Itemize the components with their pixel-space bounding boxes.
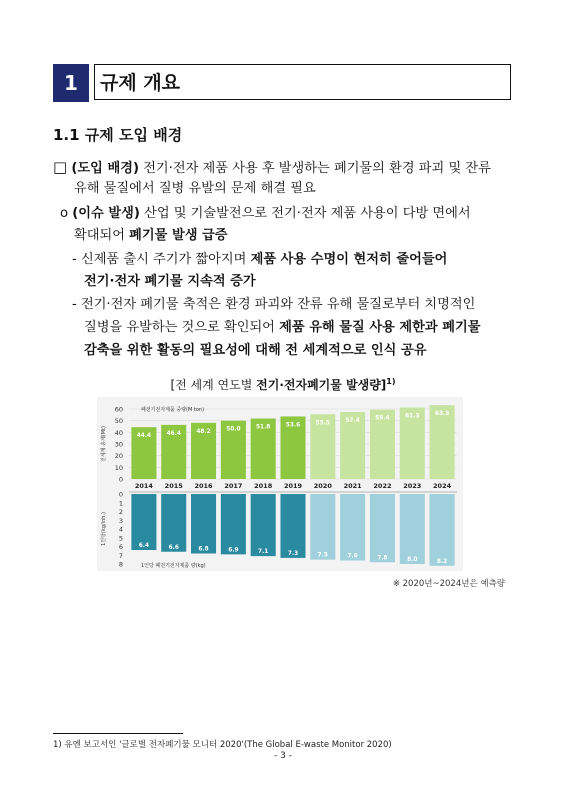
- background-label: (도입 배경): [71, 161, 139, 176]
- top-y-tick-label: 30: [114, 440, 123, 449]
- bottom-y-tick-label: 2: [118, 508, 123, 516]
- bottom-bar-value-label: 6.4: [138, 543, 150, 549]
- bottom-legend-label: 1인당 폐전기전자제품 량(kg): [141, 563, 206, 569]
- top-y-tick-label: 40: [114, 428, 123, 437]
- x-tick-label: 2017: [224, 482, 243, 490]
- x-tick-label: 2018: [254, 482, 273, 490]
- bottom-y-axis-label: 1인당(kg/inh.): [101, 512, 107, 546]
- footnote-divider: [53, 733, 183, 734]
- top-bar-value-label: 46.4: [166, 430, 181, 437]
- bottom-bar-2017: [221, 494, 246, 554]
- section-number: 1: [53, 64, 89, 102]
- bottom-bar-value-label: 7.5: [317, 552, 328, 559]
- x-tick-label: 2019: [283, 482, 303, 490]
- top-y-tick-label: 10: [114, 463, 123, 472]
- bottom-y-tick-label: 4: [118, 525, 123, 534]
- bottom-bar-2021: [340, 494, 365, 561]
- bottom-bar-2019: [280, 494, 305, 558]
- top-bar-value-label: 48.2: [196, 428, 211, 435]
- bottom-bar-2024: [430, 494, 455, 566]
- x-tick-label: 2024: [433, 482, 452, 490]
- x-tick-label: 2020: [313, 482, 332, 490]
- bottom-bar-value-label: 7.1: [258, 549, 269, 556]
- bottom-y-tick-label: 7: [118, 551, 123, 560]
- top-bar-value-label: 59.4: [375, 415, 390, 422]
- bottom-bar-value-label: 7.6: [347, 553, 358, 560]
- bottom-bar-value-label: 6.6: [168, 544, 179, 551]
- chart-note: ※ 2020년~2024년은 예측량: [392, 579, 505, 589]
- page-number: - 3 -: [274, 751, 292, 761]
- dash2-plain: 질병을 유발하는 것으로 확인되어: [84, 320, 280, 335]
- chart-caption-sup: 1): [386, 377, 396, 386]
- bottom-bar-2018: [251, 494, 276, 556]
- issue-label: (이슈 발생): [72, 206, 140, 221]
- chart-caption: [0, 376, 566, 393]
- x-tick-label: 2023: [403, 482, 422, 490]
- issue-text: 산업 및 기술발전으로 전기·전자 제품 사용이 다방 면에서: [139, 206, 471, 221]
- issue-bullet: o: [60, 206, 69, 221]
- top-bar-value-label: 63.3: [434, 411, 450, 418]
- bottom-y-tick-label: 8: [118, 560, 123, 569]
- bottom-bar-2023: [400, 494, 425, 564]
- dash2-line2: [84, 317, 480, 339]
- bottom-bar-2015: [161, 494, 186, 552]
- top-bar-value-label: 44.4: [136, 433, 152, 440]
- x-tick-label: 2014: [134, 482, 153, 490]
- bottom-bar-value-label: 6.8: [198, 546, 209, 553]
- issue-text-bold: 폐기물 발생 급증: [129, 228, 228, 243]
- top-y-tick-label: 20: [114, 452, 123, 461]
- top-y-tick-label: 60: [114, 405, 123, 414]
- x-tick-label: 2016: [194, 482, 213, 490]
- bottom-bar-2022: [370, 494, 395, 562]
- section-title: 규제 개요: [94, 64, 511, 100]
- dash1-bold: 제품 사용 수명이 현저히 줄어들어: [250, 252, 448, 267]
- subsection-title: 1.1 규제 도입 배경: [53, 126, 183, 144]
- background-paragraph-line2: 유해 물질에서 질병 유발의 문제 해결 필요: [74, 181, 316, 196]
- top-bar-value-label: 57.4: [345, 418, 360, 425]
- x-tick-label: 2021: [343, 482, 362, 490]
- dash1-plain: - 신제품 출시 주기가 짧아지며: [72, 252, 251, 267]
- bottom-bar-2016: [191, 494, 216, 554]
- bottom-y-tick-label: 6: [118, 543, 123, 551]
- bottom-bar-2020: [310, 494, 335, 560]
- e-waste-chart: [97, 397, 463, 571]
- issue-paragraph-line2: [74, 225, 228, 247]
- bottom-bar-value-label: 8.2: [436, 558, 448, 565]
- top-bar-value-label: 61.3: [405, 413, 420, 420]
- bottom-bar-value-label: 8.0: [407, 557, 418, 563]
- bottom-y-tick-label: 1: [118, 499, 123, 508]
- top-y-tick-label: 50: [114, 417, 123, 426]
- top-bar-value-label: 53.6: [285, 422, 301, 429]
- dash1-line1: [72, 249, 447, 271]
- bottom-y-tick-label: 5: [118, 534, 123, 543]
- top-bar-value-label: 50.0: [226, 426, 241, 433]
- top-y-tick-label: 0: [118, 475, 123, 484]
- top-bar-value-label: 51.8: [256, 424, 271, 431]
- background-paragraph-line1: [53, 156, 491, 180]
- box-bullet: □: [53, 158, 68, 176]
- chart-caption-bold: 전기·전자폐기물 발생량]: [256, 378, 387, 392]
- footnote: 1) 유엔 보고서인 '글로벌 전자폐기물 모니터 2020'(The Global E-waste Monitor 2020): [53, 740, 392, 750]
- dash2-line3: 감축을 위한 활동의 필요성에 대해 전 세계적으로 인식 공유: [84, 343, 427, 358]
- chart-caption-prefix: [전 세계 연도별: [170, 378, 257, 392]
- top-legend-label: 폐전기전자제품 중량(M ton): [141, 407, 205, 413]
- dash2-bold: 제품 유해 물질 사용 제한과 폐기물: [279, 320, 481, 335]
- bottom-bar-value-label: 7.8: [377, 555, 388, 562]
- section-heading: [53, 64, 513, 102]
- background-text: 전기·전자 제품 사용 후 발생하는 폐기물의 환경 파괴 및 잔류: [139, 161, 491, 176]
- top-y-axis-label: 전세계 총계(Mt): [101, 426, 107, 462]
- x-tick-label: 2022: [373, 482, 392, 490]
- bottom-y-tick-label: 3: [118, 516, 123, 525]
- dash1-line2: 전기·전자 폐기물 지속적 증가: [84, 274, 256, 289]
- bottom-bar-value-label: 6.9: [228, 547, 239, 554]
- x-tick-label: 2015: [164, 482, 183, 490]
- issue-text-plain: 확대되어: [74, 228, 130, 243]
- top-bar-value-label: 55.5: [315, 420, 330, 427]
- bottom-bar-value-label: 7.3: [287, 550, 299, 557]
- dash2-line1: - 전기·전자 폐기물 축적은 환경 파괴와 잔류 유해 물질로부터 치명적인: [72, 297, 476, 312]
- bottom-bar-2014: [131, 494, 156, 550]
- issue-paragraph-line1: [60, 203, 471, 225]
- bottom-y-tick-label: 0: [118, 490, 123, 499]
